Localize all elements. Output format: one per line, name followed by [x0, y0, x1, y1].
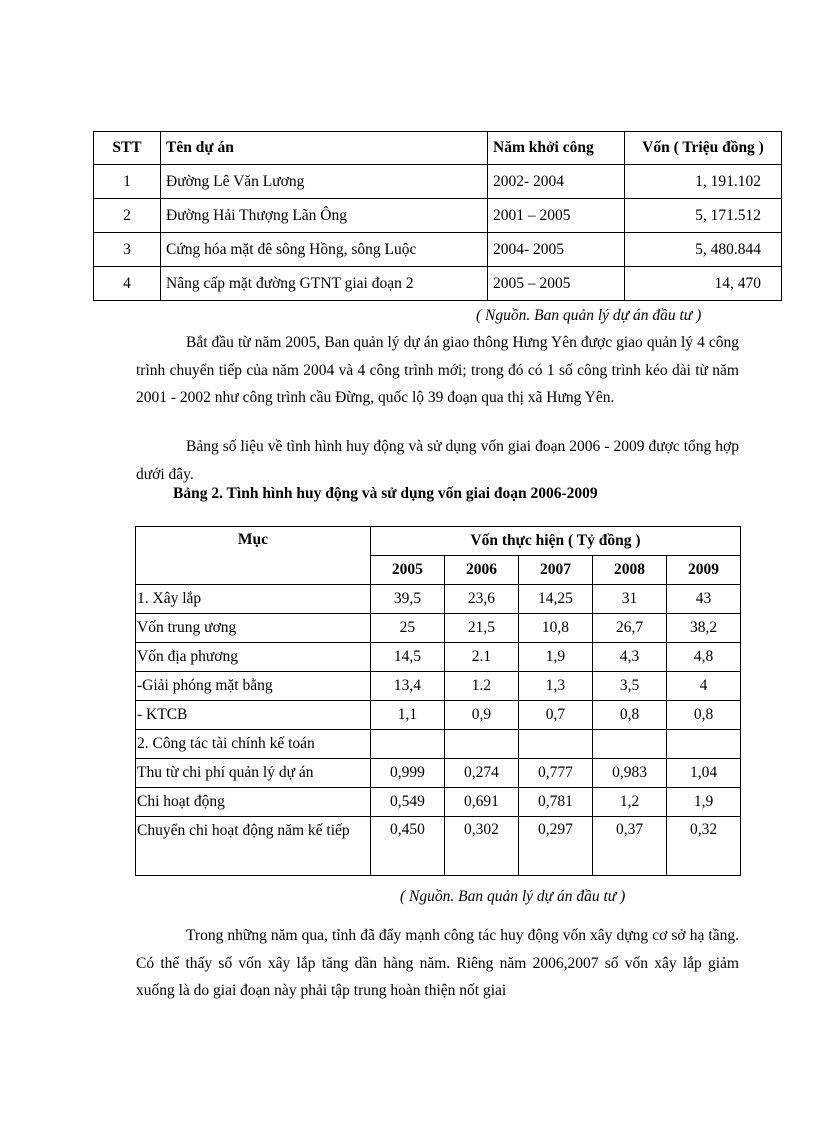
cell-value: 0,32	[667, 817, 741, 876]
row-label: Chuyển chi hoạt động năm kế tiếp	[136, 817, 371, 876]
header-project-name: Tên dự án	[161, 132, 488, 165]
cell-value: 1,9	[667, 788, 741, 817]
row-label: Thu từ chi phí quản lý dự án	[136, 759, 371, 788]
table-row	[136, 643, 741, 672]
cell-value: 4	[667, 672, 741, 701]
cell-value	[370, 730, 444, 759]
cell-stt: 1	[94, 165, 161, 199]
table1-source-note: ( Nguồn. Ban quản lý dự án đầu tư )	[476, 307, 702, 324]
cell-value	[667, 730, 741, 759]
table-header-row	[136, 527, 741, 556]
cell-value: 0,37	[592, 817, 666, 876]
cell-value	[444, 730, 518, 759]
header-year: 2009	[667, 556, 741, 585]
row-label: 1. Xây lắp	[136, 585, 371, 614]
header-capital-group: Vốn thực hiện ( Tỷ đồng )	[370, 527, 740, 556]
table-row	[136, 788, 741, 817]
cell-value: 4,3	[592, 643, 666, 672]
cell-value: 0,274	[444, 759, 518, 788]
cell-value: 1,9	[518, 643, 592, 672]
cell-capital: 5, 171.512	[625, 199, 782, 233]
table-row	[136, 585, 741, 614]
cell-value	[518, 730, 592, 759]
cell-value: 0,691	[444, 788, 518, 817]
cell-project-name: Đường Hải Thượng Lãn Ông	[161, 199, 488, 233]
project-table	[93, 131, 782, 301]
cell-value: 1,2	[592, 788, 666, 817]
paragraph-1	[136, 329, 739, 412]
table-row	[136, 701, 741, 730]
header-year: 2005	[370, 556, 444, 585]
cell-start-year: 2001 – 2005	[488, 199, 625, 233]
cell-project-name: Nâng cấp mặt đường GTNT giai đoạn 2	[161, 267, 488, 301]
cell-project-name: Đường Lê Văn Lương	[161, 165, 488, 199]
capital-table	[135, 526, 741, 876]
cell-value: 13,4	[370, 672, 444, 701]
cell-value: 23,6	[444, 585, 518, 614]
row-label: Vốn địa phương	[136, 643, 371, 672]
cell-value: 0,777	[518, 759, 592, 788]
cell-value: 1,04	[667, 759, 741, 788]
cell-stt: 4	[94, 267, 161, 301]
cell-value: 0,7	[518, 701, 592, 730]
cell-capital: 1, 191.102	[625, 165, 782, 199]
paragraph-3-text: Trong những năm qua, tỉnh đã đẩy mạnh công tác huy động vốn xây dựng cơ sở hạ tầng. Có thể thấy số vốn xây lắp tăng dần hàng năm. Riêng năm 2006,2007 số vốn xây lắp giảm xuống là do giai đoạn này phải tập trung hoàn thiện nốt giai	[136, 927, 739, 999]
paragraph-1-text: Bắt đầu từ năm 2005, Ban quản lý dự án giao thông Hưng Yên được giao quản lý 4 công trình chuyển tiếp của năm 2004 và 4 công trình mới; trong đó có 1 số công trình kéo dài từ năm 2001 - 2002 như công trình cầu Đừng, quốc lộ 39 đoạn qua thị xã Hưng Yên.	[136, 334, 739, 406]
cell-value: 4,8	[667, 643, 741, 672]
cell-value: 10,8	[518, 614, 592, 643]
paragraph-3	[136, 922, 739, 1005]
header-year: 2007	[518, 556, 592, 585]
cell-value: 0,302	[444, 817, 518, 876]
row-label: - KTCB	[136, 701, 371, 730]
cell-value: 3,5	[592, 672, 666, 701]
cell-value: 1,1	[370, 701, 444, 730]
cell-start-year: 2002- 2004	[488, 165, 625, 199]
cell-stt: 3	[94, 233, 161, 267]
cell-value: 0,297	[518, 817, 592, 876]
cell-value: 14,25	[518, 585, 592, 614]
cell-value: 1.2	[444, 672, 518, 701]
cell-value: 31	[592, 585, 666, 614]
table-row	[94, 267, 782, 301]
table-row	[136, 614, 741, 643]
cell-value: 0,549	[370, 788, 444, 817]
cell-capital: 14, 470	[625, 267, 782, 301]
table-row	[94, 199, 782, 233]
header-year: 2008	[592, 556, 666, 585]
cell-value: 21,5	[444, 614, 518, 643]
header-start-year: Năm khởi công	[488, 132, 625, 165]
table-row	[94, 233, 782, 267]
table2-caption: Bảng 2. Tình hình huy động và sử dụng vốn giai đoạn 2006-2009	[173, 485, 598, 502]
row-label: Chi hoạt động	[136, 788, 371, 817]
header-item: Mục	[136, 527, 371, 585]
row-label: Vốn trung ương	[136, 614, 371, 643]
cell-value: 1,3	[518, 672, 592, 701]
cell-stt: 2	[94, 199, 161, 233]
table-row	[94, 165, 782, 199]
cell-project-name: Cứng hóa mặt đê sông Hồng, sông Luộc	[161, 233, 488, 267]
cell-value: 39,5	[370, 585, 444, 614]
cell-capital: 5, 480.844	[625, 233, 782, 267]
cell-value: 0,9	[444, 701, 518, 730]
cell-value: 0,8	[592, 701, 666, 730]
cell-value: 14,5	[370, 643, 444, 672]
cell-value: 38,2	[667, 614, 741, 643]
row-label: 2. Công tác tài chính kế toán	[136, 730, 371, 759]
cell-value: 0,781	[518, 788, 592, 817]
table-row	[136, 817, 741, 876]
cell-value: 0,999	[370, 759, 444, 788]
cell-value: 25	[370, 614, 444, 643]
header-year: 2006	[444, 556, 518, 585]
cell-start-year: 2004- 2005	[488, 233, 625, 267]
paragraph-2	[136, 433, 739, 488]
cell-value: 0,983	[592, 759, 666, 788]
table-row	[136, 730, 741, 759]
header-stt: STT	[94, 132, 161, 165]
row-label: -Giải phóng mặt bằng	[136, 672, 371, 701]
table-row	[136, 672, 741, 701]
table-header-row	[94, 132, 782, 165]
cell-value: 2.1	[444, 643, 518, 672]
header-capital: Vốn ( Triệu đồng )	[625, 132, 782, 165]
cell-value	[592, 730, 666, 759]
cell-value: 43	[667, 585, 741, 614]
table-row	[136, 759, 741, 788]
cell-value: 0,8	[667, 701, 741, 730]
paragraph-2-text: Bảng số liệu về tình hình huy động và sử dụng vốn giai đoạn 2006 - 2009 được tổng hợp dưới đây.	[136, 438, 739, 483]
cell-value: 0,450	[370, 817, 444, 876]
cell-start-year: 2005 – 2005	[488, 267, 625, 301]
cell-value: 26,7	[592, 614, 666, 643]
table2-source-note: ( Nguồn. Ban quản lý dự án đầu tư )	[400, 888, 626, 905]
